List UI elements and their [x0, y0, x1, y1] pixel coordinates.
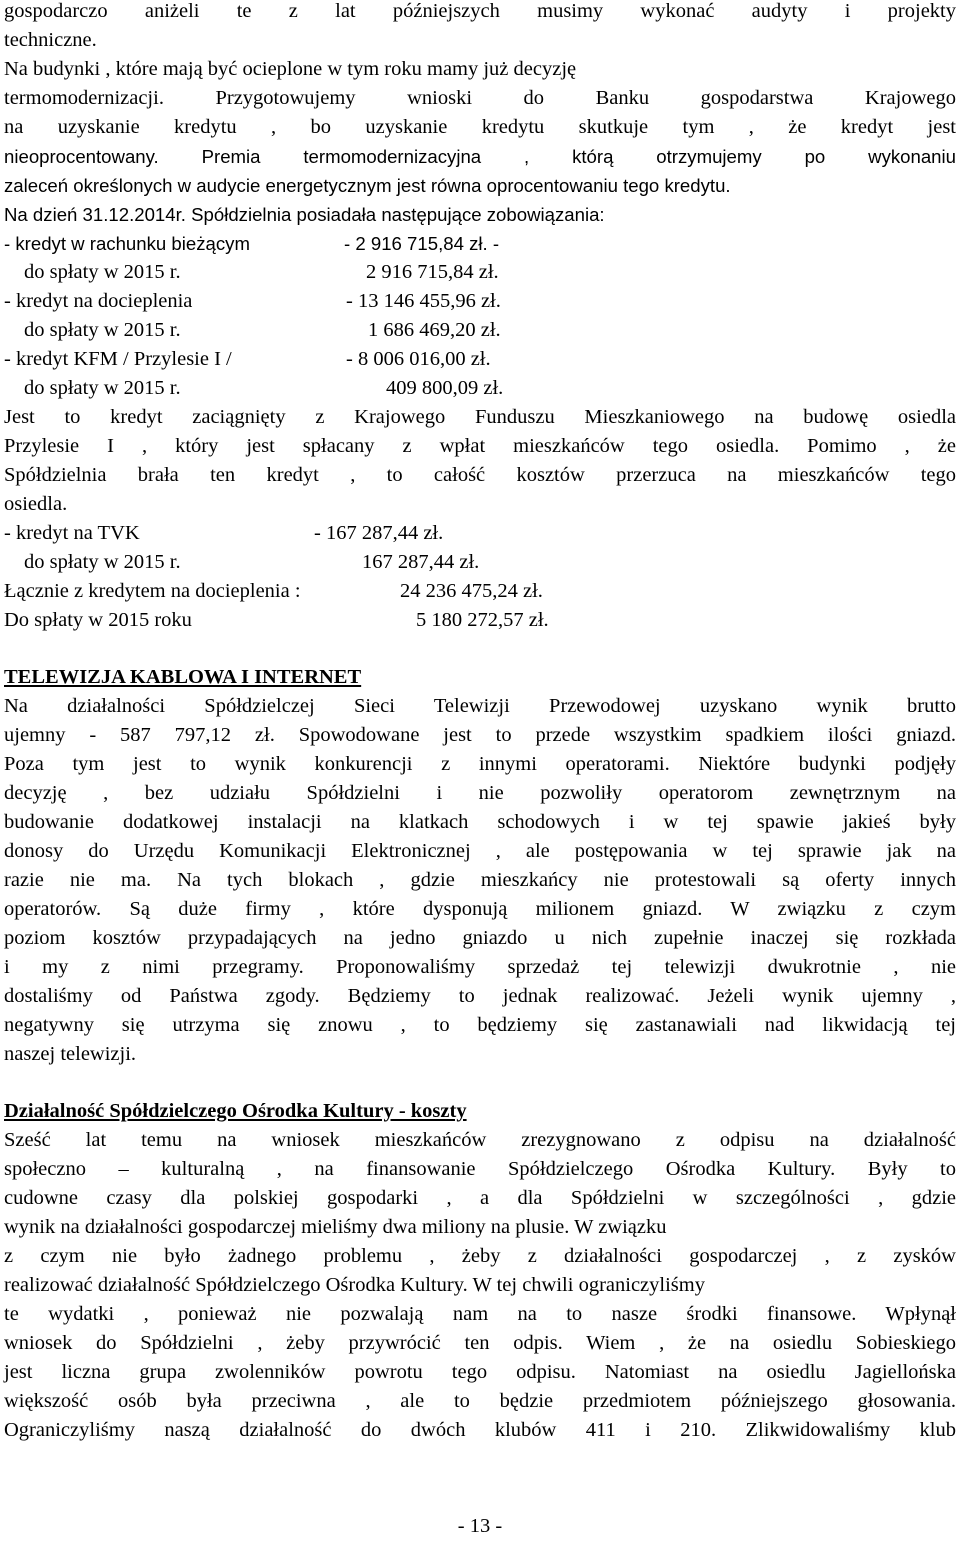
loan-amount: 1 686 469,20 zł. [368, 319, 501, 341]
text-line: Jest to kredyt zaciągnięty z Krajowego Funduszu Mieszkaniowego na budowę osiedla [4, 406, 956, 428]
text-line: wniosek do Spółdzielni , żeby przywrócić ten odpis. Wiem , że na osiedlu Sobieskiego [4, 1332, 956, 1354]
section-heading-culture: Działalność Spółdzielczego Ośrodka Kultury - koszty [4, 1100, 467, 1122]
text-line: zaleceń określonych w audycie energetycznym jest równa oprocentowaniu tego kredytu. [4, 175, 731, 196]
text-line: naszej telewizji. [4, 1043, 137, 1065]
text-line: Spółdzielnia brała ten kredyt , to całość kosztów przerzuca na mieszkańców tego [4, 464, 956, 486]
text-line: Na dzień 31.12.2014r. Spółdzielnia posiadała następujące zobowiązania: [4, 204, 605, 225]
section-heading-tv: TELEWIZJA KABLOWA I INTERNET [4, 666, 362, 688]
text-line: społeczno – kulturalną , na finansowanie Spółdzielczego Ośrodka Kultury. Były to [4, 1158, 956, 1180]
loan-label: - kredyt na docieplenia [4, 290, 193, 312]
text-line: gospodarczo aniżeli te z lat późniejszych musimy wykonać audyty i projekty [4, 0, 956, 22]
loan-amount: - 13 146 455,96 zł. [346, 290, 501, 312]
text-line: z czym nie było żadnego problemu , żeby z działalności gospodarczej , z zysków [4, 1245, 956, 1267]
loan-label: do spłaty w 2015 r. [24, 551, 181, 573]
text-line: ujemny - 587 797,12 zł. Spowodowane jest to przede wszystkim spadkiem ilości gniazd. [4, 724, 956, 746]
text-line: Na budynki , które mają być ocieplone w tym roku mamy już decyzję [4, 58, 577, 80]
total-label: Do spłaty w 2015 roku [4, 609, 192, 631]
text-line: donosy do Urzędu Komunikacji Elektronicznej , ale postępowania w tej sprawie jak na [4, 840, 956, 862]
text-line: jest liczna grupa zwolenników powrotu tego odpisu. Natomiast na osiedlu Jagiellońska [4, 1361, 956, 1383]
text-line: nieoprocentowany. Premia termomodernizacyjna , którą otrzymujemy po wykonaniu [4, 146, 956, 167]
text-line: Ograniczyliśmy naszą działalność do dwóch klubów 411 i 210. Zlikwidowaliśmy klub [4, 1419, 956, 1441]
text-line: wynik na działalności gospodarczej mieliśmy dwa miliony na plusie. W związku [4, 1216, 667, 1238]
text-line: i my z nimi przegramy. Proponowaliśmy sprzedaż tej telewizji dwukrotnie , nie [4, 956, 956, 978]
loan-amount: - 167 287,44 zł. [314, 522, 444, 544]
loan-amount: 409 800,09 zł. [386, 377, 504, 399]
loan-amount: - 2 916 715,84 zł. - [344, 233, 500, 254]
text-line: dostaliśmy od Państwa zgody. Będziemy to jednak realizować. Jeżeli wynik ujemny , [4, 985, 956, 1007]
total-amount: 5 180 272,57 zł. [416, 609, 549, 631]
text-line: Sześć lat temu na wniosek mieszkańców zrezygnowano z odpisu na działalność [4, 1129, 956, 1151]
loan-label: do spłaty w 2015 r. [24, 261, 181, 283]
text-line: na uzyskanie kredytu , bo uzyskanie kredytu skutkuje tym , że kredyt jest [4, 116, 956, 138]
page-number: - 13 - [457, 1515, 503, 1537]
text-line: techniczne. [4, 29, 97, 51]
text-line: termomodernizacji. Przygotowujemy wnioski do Banku gospodarstwa Krajowego [4, 87, 956, 109]
text-line: realizować działalność Spółdzielczego Ośrodka Kultury. W tej chwili ograniczyliśmy [4, 1274, 705, 1296]
loan-label: - kredyt w rachunku bieżącym [4, 233, 250, 254]
loan-label: do spłaty w 2015 r. [24, 319, 181, 341]
total-amount: 24 236 475,24 zł. [400, 580, 543, 602]
loan-label: - kredyt KFM / Przylesie I / [4, 348, 232, 370]
text-line: decyzję , bez udziału Spółdzielni i nie pozwoliły operatorom zewnętrznym na [4, 782, 956, 804]
text-line: operatorów. Są duże firmy , które dysponują milionem gniazd. W związku z czym [4, 898, 956, 920]
loan-label: do spłaty w 2015 r. [24, 377, 181, 399]
text-line: większość osób była przeciwna , ale to będzie przedmiotem późniejszego głosowania. [4, 1390, 956, 1412]
loan-amount: - 8 006 016,00 zł. [346, 348, 491, 370]
text-line: razie nie ma. Na tych blokach , gdzie mieszkańcy nie protestowali są oferty innych [4, 869, 956, 891]
loan-amount: 167 287,44 zł. [362, 551, 480, 573]
text-line: Na działalności Spółdzielczej Sieci Telewizji Przewodowej uzyskano wynik brutto [4, 695, 956, 717]
total-label: Łącznie z kredytem na docieplenia : [4, 580, 301, 602]
loan-label: - kredyt na TVK [4, 522, 140, 544]
text-line: Przylesie I , który jest spłacany z wpłat mieszkańców tego osiedla. Pomimo , że [4, 435, 956, 457]
text-line: budowanie dodatkowej instalacji na klatkach schodowych i w tej spawie jakieś były [4, 811, 956, 833]
loan-amount: 2 916 715,84 zł. [366, 261, 499, 283]
text-line: te wydatki , ponieważ nie pozwalają nam na to nasze środki finansowe. Wpłynął [4, 1303, 956, 1325]
text-line: poziom kosztów przypadających na jedno gniazdo u nich zupełnie inaczej się rozkłada [4, 927, 956, 949]
text-line: Poza tym jest to wynik konkurencji z innymi operatorami. Niektóre budynki podjęły [4, 753, 956, 775]
text-line: cudowne czasy dla polskiej gospodarki , a dla Spółdzielni w szczególności , gdzie [4, 1187, 956, 1209]
text-line: negatywny się utrzyma się znowu , to będziemy się zastanawiali nad likwidacją tej [4, 1014, 956, 1036]
text-line: osiedla. [4, 493, 68, 515]
